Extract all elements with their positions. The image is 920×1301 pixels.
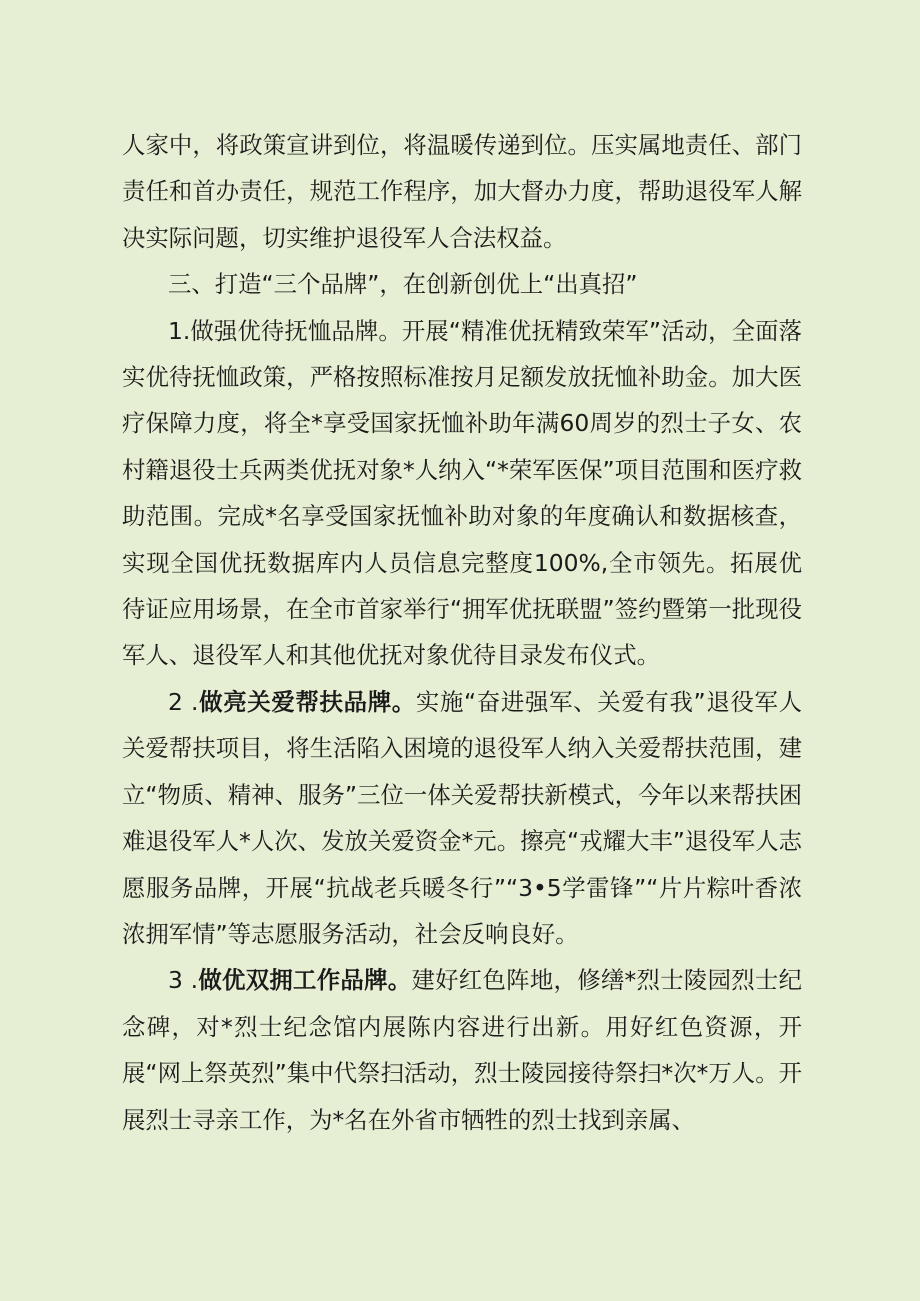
- paragraph-continuation: 人家中，将政策宣讲到位，将温暖传递到位。压实属地责任、部门责任和首办责任，规范工作程序，加大督办力度，帮助退役军人解决实际问题，切实维护退役军人合法权益。: [122, 131, 802, 252]
- item-text: 建好红色阵地，修缮*烈士陵园烈士纪念碑，对*烈士纪念馆内展陈内容进行出新。用好红色资源，开展“网上祭英烈”集中代祭扫活动，烈士陵园接待祭扫*次*万人。开展烈士寻亲工作，为*名在外省市牺牲的烈士找到亲属、: [122, 966, 802, 1134]
- item-title: 做优双拥工作品牌。: [198, 966, 412, 995]
- paragraph-item-3: [122, 957, 802, 1143]
- section-heading: 三、打造“三个品牌”，在创新创优上“出真招”: [168, 270, 638, 299]
- item-number: 2 .: [168, 687, 199, 716]
- item-number: 3 .: [168, 966, 199, 995]
- paragraph-item-1: 1.做强优待抚恤品牌。开展“精准优抚精致荣军”活动，全面落实优待抚恤政策，严格按照标准按月足额发放抚恤补助金。加大医疗保障力度，将全*享受国家抚恤补助年满60周岁的烈士子女、农村籍退役士兵两类优抚对象*人纳入“*荣军医保”项目范围和医疗救助范围。完成*名享受国家抚恤补助对象的年度确认和数据核查，实现全国优抚数据库内人员信息完整度100%,全市领先。拓展优待证应用场景，在全市首家举行“拥军优抚联盟”签约暨第一批现役军人、退役军人和其他优抚对象优待目录发布仪式。: [122, 316, 802, 670]
- paragraph-item-2: [122, 679, 802, 957]
- item-title: 做亮关爱帮扶品牌。: [198, 687, 416, 716]
- item-text: 实施“奋进强军、关爱有我”退役军人关爱帮扶项目，将生活陷入困境的退役军人纳入关爱帮扶范围，建立“物质、精神、服务”三位一体关爱帮扶新模式，今年以来帮扶困难退役军人*人次、发放关爱资金*元。擦亮“戎耀大丰”退役军人志愿服务品牌，开展“抗战老兵暖冬行”“3•5学雷锋”“片片粽叶香浓浓拥军情”等志愿服务活动，社会反响良好。: [122, 687, 802, 948]
- document-body: [122, 122, 802, 1143]
